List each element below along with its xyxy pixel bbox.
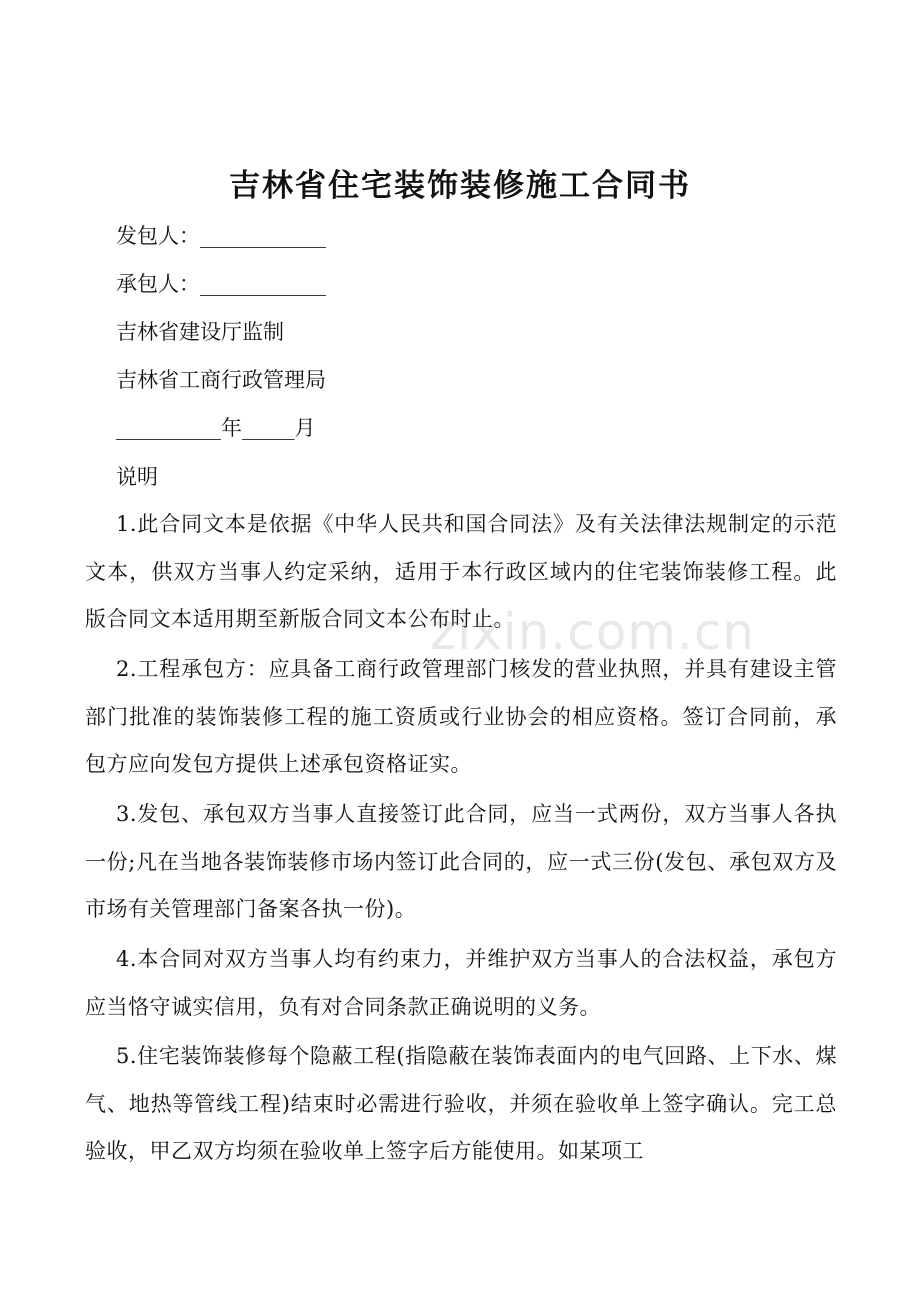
paragraph-2: 2.工程承包方：应具备工商行政管理部门核发的营业执照，并具有建设主管部门批准的装饰装修工程的施工资质或行业协会的相应资格。签订合同前，承包方应向发包方提供上述承包资格证实。 (85, 657, 837, 776)
contractor-line: 承包人：____________ (116, 272, 326, 296)
watermark: zixin.com.cn (430, 603, 756, 661)
paragraph-4: 4.本合同对双方当事人均有约束力，并维护双方当事人的合法权益，承包方应当恪守诚实信用，负有对合同条款正确说明的义务。 (85, 947, 837, 1019)
document-title: 吉林省住宅装饰装修施工合同书 (229, 168, 691, 204)
supervisor-line: 吉林省建设厅监制 (116, 320, 284, 344)
paragraph-3: 3.发包、承包双方当事人直接签订此合同，应当一式两份，双方当事人各执一份;凡在当地各装饰装修市场内签订此合同的，应一式三份(发包、承包双方及市场有关管理部门备案各执一份)。 (85, 802, 837, 921)
employer-line: 发包人：____________ (116, 224, 326, 248)
paragraph-5: 5.住宅装饰装修每个隐蔽工程(指隐蔽在装饰表面内的电气回路、上下水、煤气、地热等管线工程)结束时必需进行验收，并须在验收单上签字确认。完工总验收，甲乙双方均须在验收单上签字后方能使用。如某项工 (85, 1044, 837, 1163)
date-line: __________年_____月 (116, 416, 316, 440)
bureau-line: 吉林省工商行政管理局 (116, 368, 326, 392)
paragraph-1: 1.此合同文本是依据《中华人民共和国合同法》及有关法律法规制定的示范文本，供双方当事人约定采纳，适用于本行政区域内的住宅装饰装修工程。此版合同文本适用期至新版合同文本公布时止。 (85, 512, 837, 631)
explanation-heading: 说明 (116, 465, 158, 489)
